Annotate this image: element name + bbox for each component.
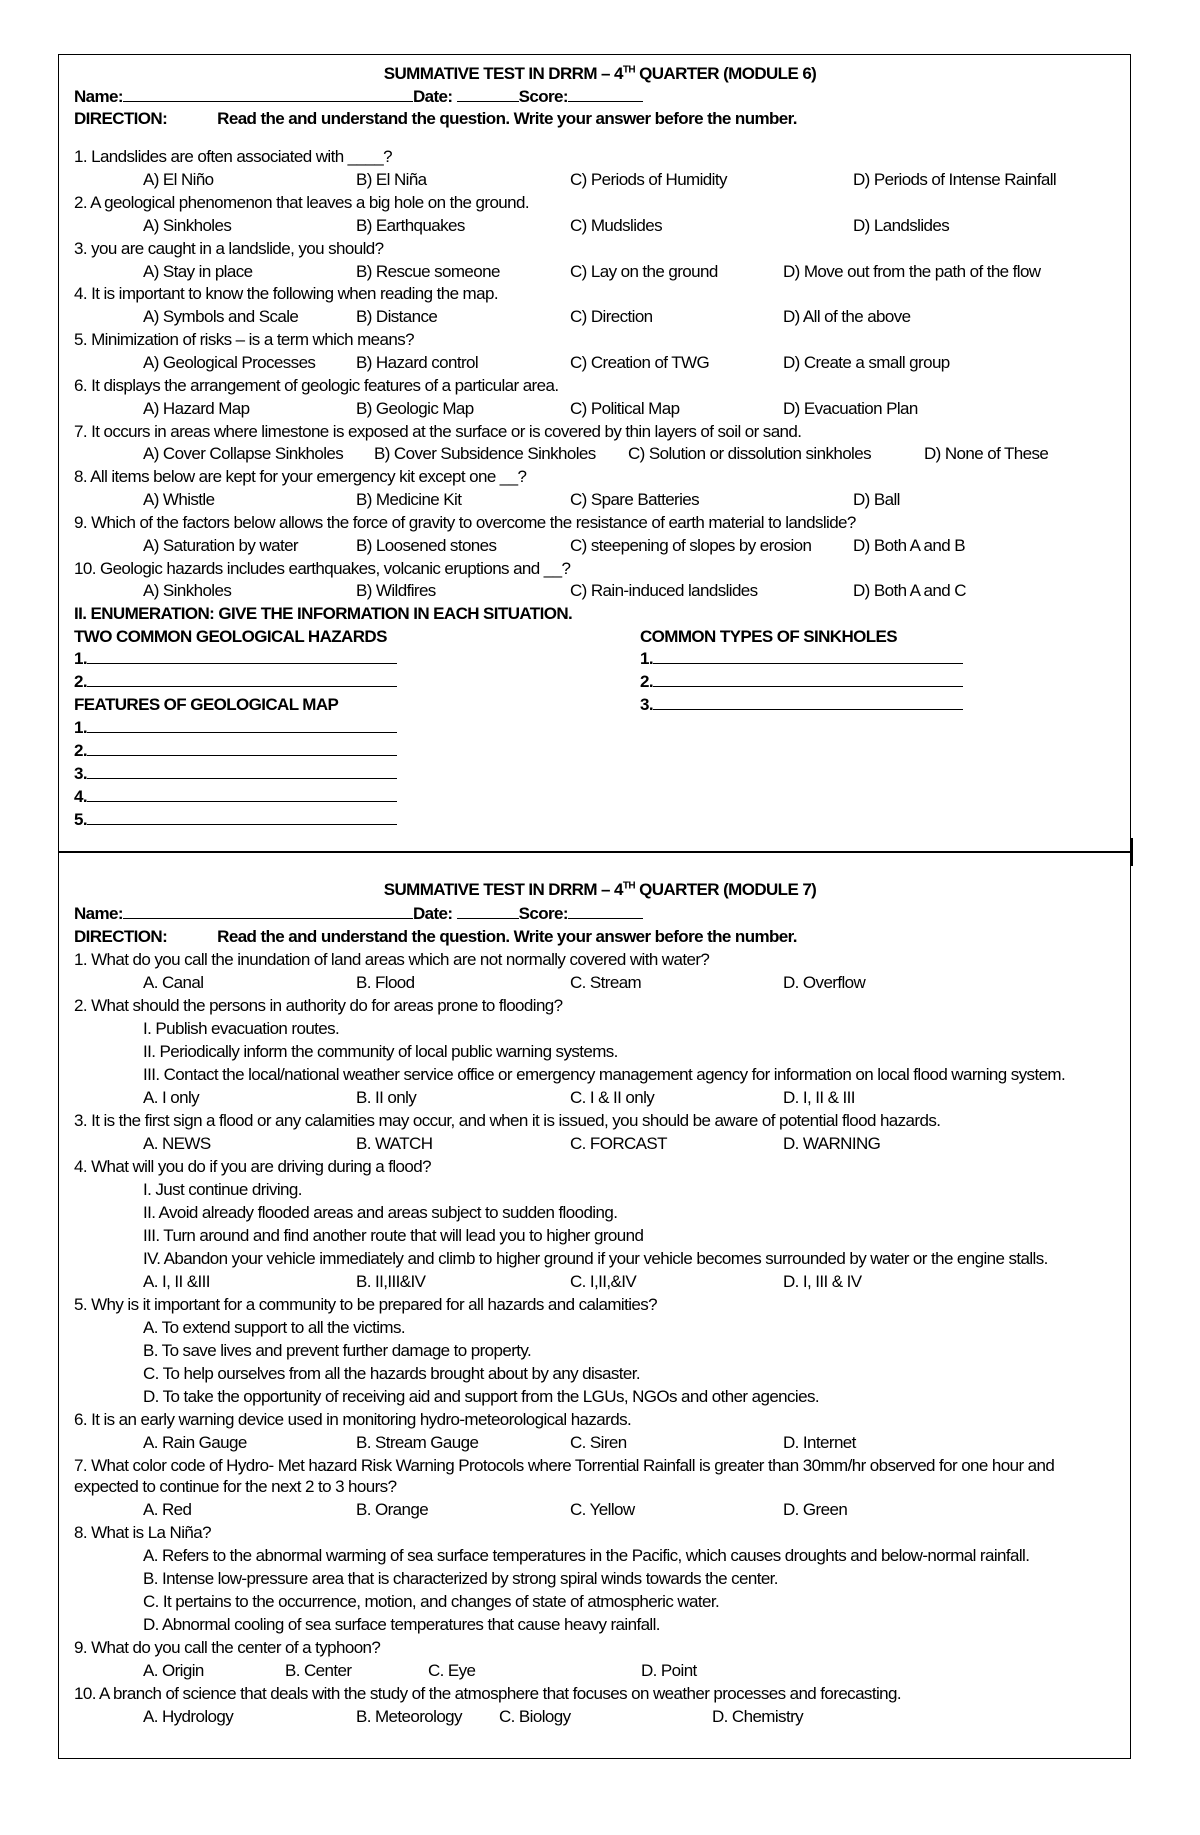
m7-q4-statement-ii: II. Avoid already flooded areas and areas subject to sudden flooding.	[143, 1203, 618, 1222]
m7-question-8: 8. What is La Niña?	[74, 1523, 211, 1542]
m7-q2-option-c: C. I & II only	[570, 1088, 655, 1107]
name-blank[interactable]	[123, 904, 413, 919]
m6-q2-option-c: C) Mudslides	[570, 216, 662, 235]
m6-question-1: 1. Landslides are often associated with ____?	[74, 147, 392, 166]
m7-q4-statement-i: I. Just continue driving.	[143, 1180, 302, 1199]
page-border-tick	[1130, 838, 1133, 866]
module-7-direction: DIRECTION: Read the and understand the question. Write your answer before the number.	[74, 927, 797, 946]
answer-blank[interactable]	[87, 810, 397, 825]
answer-blank[interactable]	[653, 672, 963, 687]
module-6-header-fields: Name: Date: Score:	[74, 86, 643, 108]
answer-blank[interactable]	[87, 741, 397, 756]
m7-q8-option-d: D. Abnormal cooling of sea surface temperatures that cause heavy rainfall.	[143, 1615, 660, 1634]
m7-q5-option-d: D. To take the opportunity of receiving aid and support from the LGUs, NGOs and other agencies.	[143, 1387, 819, 1406]
m7-q6-option-b: B. Stream Gauge	[356, 1433, 479, 1452]
m6-q4-option-a: A) Symbols and Scale	[143, 307, 299, 326]
enum-sinkhole-types-label: COMMON TYPES OF SINKHOLES	[640, 627, 898, 646]
m6-q5-option-d: D) Create a small group	[783, 353, 950, 372]
m6-q8-option-c: C) Spare Batteries	[570, 490, 700, 509]
m6-q7-option-b: B) Cover Subsidence Sinkholes	[374, 444, 596, 463]
m7-q10-option-d: D. Chemistry	[712, 1707, 804, 1726]
answer-blank[interactable]	[87, 649, 397, 664]
m6-question-9: 9. Which of the factors below allows the force of gravity to overcome the resistance of earth material to landslide?	[74, 513, 856, 532]
m7-q2-statement-ii: II. Periodically inform the community of local public warning systems.	[143, 1042, 618, 1061]
module-6-title: SUMMATIVE TEST IN DRRM – 4TH QUARTER (MODULE 6)	[383, 64, 817, 83]
m6-q8-option-b: B) Medicine Kit	[356, 490, 462, 509]
m7-question-3: 3. It is the first sign a flood or any calamities may occur, and when it is issued, you should be aware of potential flood hazards.	[74, 1111, 941, 1130]
m6-q3-option-c: C) Lay on the ground	[570, 262, 718, 281]
m6-q4-option-c: C) Direction	[570, 307, 653, 326]
m6-q2-option-b: B) Earthquakes	[356, 216, 465, 235]
m6-q9-option-c: C) steepening of slopes by erosion	[570, 536, 812, 555]
m7-q1-option-b: B. Flood	[356, 973, 415, 992]
module-6-direction: DIRECTION: Read the and understand the question. Write your answer before the number.	[74, 109, 797, 128]
m7-q2-statement-i: I. Publish evacuation routes.	[143, 1019, 340, 1038]
m6-q9-option-a: A) Saturation by water	[143, 536, 298, 555]
m6-q6-option-a: A) Hazard Map	[143, 399, 250, 418]
m7-q7-option-a: A. Red	[143, 1500, 192, 1519]
m7-q1-option-c: C. Stream	[570, 973, 642, 992]
m7-q6-option-c: C. Siren	[570, 1433, 627, 1452]
enum-hazard-answer-2: 2.	[74, 671, 397, 693]
score-blank[interactable]	[568, 87, 643, 102]
m7-q2-statement-iii: III. Contact the local/national weather service office or emergency management agency for information on local flood warning system.	[143, 1065, 1066, 1084]
enum-sinkhole-answer-1: 1.	[640, 648, 963, 670]
m7-q4-statement-iv: IV. Abandon your vehicle immediately and climb to higher ground if your vehicle becomes surrounded by water or the engine stalls.	[143, 1249, 1048, 1268]
m6-q9-option-d: D) Both A and B	[853, 536, 965, 555]
m7-q9-option-d: D. Point	[641, 1661, 697, 1680]
m6-q1-option-d: D) Periods of Intense Rainfall	[853, 170, 1057, 189]
m6-question-3: 3. you are caught in a landslide, you should?	[74, 239, 384, 258]
answer-blank[interactable]	[87, 672, 397, 687]
m7-question-7: 7. What color code of Hydro- Met hazard Risk Warning Protocols where Torrential Rainfall is greater than 30mm/hr observed for one hour and	[74, 1456, 1055, 1475]
m7-q9-option-b: B. Center	[285, 1661, 352, 1680]
enum-feature-answer-1: 1.	[74, 717, 397, 739]
m6-q6-option-d: D) Evacuation Plan	[783, 399, 918, 418]
m7-q6-option-d: D. Internet	[783, 1433, 856, 1452]
m6-q5-option-a: A) Geological Processes	[143, 353, 316, 372]
m7-q8-option-a: A. Refers to the abnormal warming of sea surface temperatures in the Pacific, which causes droughts and below-normal rainfall.	[143, 1546, 1030, 1565]
date-blank[interactable]	[457, 87, 519, 102]
m7-q7-option-c: C. Yellow	[570, 1500, 635, 1519]
m7-q4-option-a: A. I, II &III	[143, 1272, 210, 1291]
m7-q2-option-a: A. I only	[143, 1088, 200, 1107]
m7-question-5: 5. Why is it important for a community to be prepared for all hazards and calamities?	[74, 1295, 658, 1314]
m7-q5-option-a: A. To extend support to all the victims.	[143, 1318, 405, 1337]
m7-q10-option-a: A. Hydrology	[143, 1707, 234, 1726]
m6-q8-option-a: A) Whistle	[143, 490, 215, 509]
m7-q4-statement-iii: III. Turn around and find another route that will lead you to higher ground	[143, 1226, 644, 1245]
m7-q4-option-d: D. I, III & IV	[783, 1272, 862, 1291]
enum-sinkhole-answer-3: 3.	[640, 694, 963, 716]
m6-q7-option-d: D) None of These	[924, 444, 1049, 463]
m7-question-2: 2. What should the persons in authority do for areas prone to flooding?	[74, 996, 563, 1015]
m6-q8-option-d: D) Ball	[853, 490, 900, 509]
m6-question-7: 7. It occurs in areas where limestone is exposed at the surface or is covered by thin layers of soil or sand.	[74, 422, 802, 441]
m6-q4-option-d: D) All of the above	[783, 307, 911, 326]
m7-q7-option-b: B. Orange	[356, 1500, 429, 1519]
m7-q3-option-d: D. WARNING	[783, 1134, 881, 1153]
m7-question-10: 10. A branch of science that deals with the study of the atmosphere that focuses on weather processes and forecasting.	[74, 1684, 901, 1703]
enum-geological-hazards-label: TWO COMMON GEOLOGICAL HAZARDS	[74, 627, 387, 646]
m6-question-8: 8. All items below are kept for your emergency kit except one __?	[74, 467, 527, 486]
m7-q4-option-b: B. II,III&IV	[356, 1272, 426, 1291]
m6-q2-option-d: D) Landslides	[853, 216, 950, 235]
m7-question-4: 4. What will you do if you are driving during a flood?	[74, 1157, 431, 1176]
answer-blank[interactable]	[87, 764, 397, 779]
enum-feature-answer-2: 2.	[74, 740, 397, 762]
m6-q5-option-c: C) Creation of TWG	[570, 353, 710, 372]
m7-q10-option-b: B. Meteorology	[356, 1707, 462, 1726]
m6-q4-option-b: B) Distance	[356, 307, 438, 326]
m7-q1-option-d: D. Overflow	[783, 973, 866, 992]
answer-blank[interactable]	[653, 695, 963, 710]
m6-q10-option-b: B) Wildfires	[356, 581, 436, 600]
enum-feature-answer-4: 4.	[74, 786, 397, 808]
m7-q8-option-c: C. It pertains to the occurrence, motion, and changes of state of atmospheric water.	[143, 1592, 720, 1611]
enumeration-heading: II. ENUMERATION: GIVE THE INFORMATION IN EACH SITUATION.	[74, 604, 573, 623]
m6-q9-option-b: B) Loosened stones	[356, 536, 497, 555]
date-blank[interactable]	[457, 904, 519, 919]
m6-q1-option-a: A) El Niño	[143, 170, 214, 189]
enum-feature-answer-5: 5.	[74, 809, 397, 831]
answer-blank[interactable]	[87, 787, 397, 802]
m7-q3-option-a: A. NEWS	[143, 1134, 211, 1153]
m6-q7-option-c: C) Solution or dissolution sinkholes	[628, 444, 871, 463]
m6-q10-option-d: D) Both A and C	[853, 581, 966, 600]
answer-blank[interactable]	[653, 649, 963, 664]
m7-question-6: 6. It is an early warning device used in monitoring hydro-meteorological hazards.	[74, 1410, 632, 1429]
m7-q5-option-b: B. To save lives and prevent further damage to property.	[143, 1341, 532, 1360]
m7-q8-option-b: B. Intense low-pressure area that is characterized by strong spiral winds towards the center.	[143, 1569, 778, 1588]
m6-q1-option-c: C) Periods of Humidity	[570, 170, 727, 189]
m7-q2-option-b: B. II only	[356, 1088, 417, 1107]
answer-blank[interactable]	[87, 718, 397, 733]
module-7-title: SUMMATIVE TEST IN DRRM – 4TH QUARTER (MODULE 7)	[383, 880, 817, 899]
m7-q7-option-d: D. Green	[783, 1500, 848, 1519]
enum-feature-answer-3: 3.	[74, 763, 397, 785]
m6-q7-option-a: A) Cover Collapse Sinkholes	[143, 444, 344, 463]
m7-question-1: 1. What do you call the inundation of land areas which are not normally covered with water?	[74, 950, 710, 969]
score-blank[interactable]	[568, 904, 643, 919]
enum-sinkhole-answer-2: 2.	[640, 671, 963, 693]
m7-question-7-cont: expected to continue for the next 2 to 3 hours?	[74, 1477, 397, 1496]
m7-q6-option-a: A. Rain Gauge	[143, 1433, 247, 1452]
m6-q6-option-c: C) Political Map	[570, 399, 680, 418]
m6-question-6: 6. It displays the arrangement of geologic features of a particular area.	[74, 376, 559, 395]
m7-q3-option-b: B. WATCH	[356, 1134, 433, 1153]
m6-q3-option-d: D) Move out from the path of the flow	[783, 262, 1041, 281]
m6-question-2: 2. A geological phenomenon that leaves a big hole on the ground.	[74, 193, 529, 212]
enum-map-features-label: FEATURES OF GEOLOGICAL MAP	[74, 695, 339, 714]
m6-question-10: 10. Geologic hazards includes earthquakes, volcanic eruptions and __?	[74, 559, 571, 578]
m6-question-5: 5. Minimization of risks – is a term which means?	[74, 330, 415, 349]
m6-q2-option-a: A) Sinkholes	[143, 216, 232, 235]
m7-q4-option-c: C. I,II,&IV	[570, 1272, 637, 1291]
m6-q3-option-a: A) Stay in place	[143, 262, 253, 281]
m6-q5-option-b: B) Hazard control	[356, 353, 479, 372]
m7-q9-option-a: A. Origin	[143, 1661, 204, 1680]
m6-q6-option-b: B) Geologic Map	[356, 399, 474, 418]
m7-q3-option-c: C. FORCAST	[570, 1134, 667, 1153]
m6-q1-option-b: B) El Niña	[356, 170, 427, 189]
enum-hazard-answer-1: 1.	[74, 648, 397, 670]
m7-q9-option-c: C. Eye	[428, 1661, 476, 1680]
m7-question-9: 9. What do you call the center of a typhoon?	[74, 1638, 381, 1657]
m7-q5-option-c: C. To help ourselves from all the hazards brought about by any disaster.	[143, 1364, 641, 1383]
module-7-header-fields: Name: Date: Score:	[74, 903, 643, 925]
m7-q10-option-c: C. Biology	[499, 1707, 571, 1726]
m6-q10-option-c: C) Rain-induced landslides	[570, 581, 758, 600]
m7-q1-option-a: A. Canal	[143, 973, 204, 992]
m6-q3-option-b: B) Rescue someone	[356, 262, 500, 281]
m6-q10-option-a: A) Sinkholes	[143, 581, 232, 600]
name-blank[interactable]	[123, 87, 413, 102]
m7-q2-option-d: D. I, II & III	[783, 1088, 855, 1107]
m6-question-4: 4. It is important to know the following when reading the map.	[74, 284, 498, 303]
